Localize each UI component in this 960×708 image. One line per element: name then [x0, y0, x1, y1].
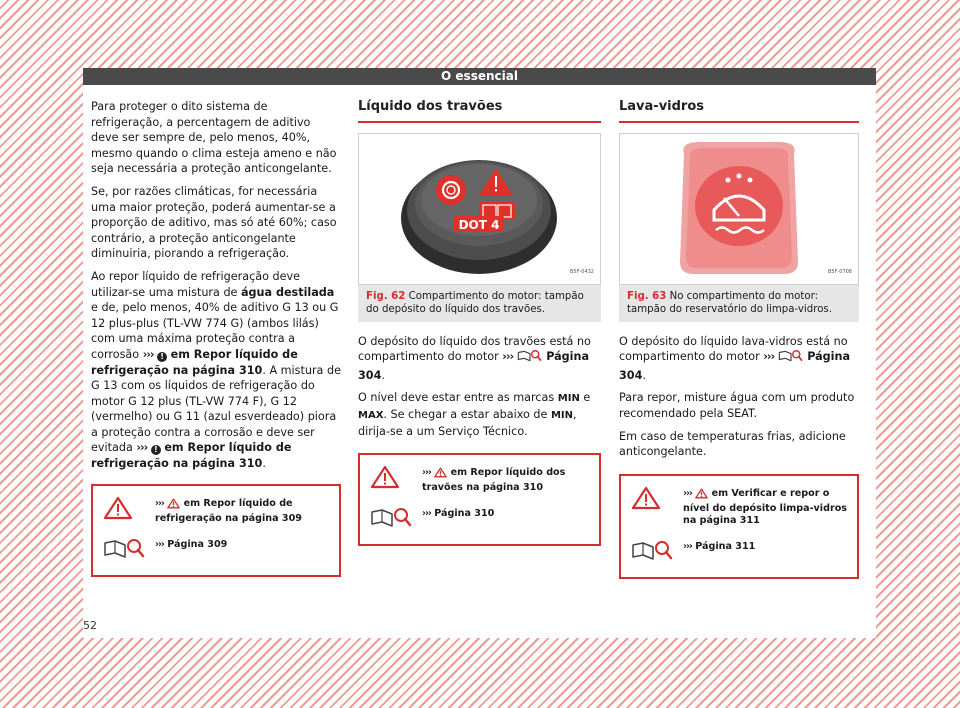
emphasis-distilled-water: água destilada: [241, 285, 335, 299]
figure-code: B5F-0708: [827, 269, 852, 275]
page-number: 52: [83, 619, 97, 632]
column-brake-fluid: [358, 99, 601, 546]
page-reference-link[interactable]: Página 304: [358, 350, 590, 382]
paragraph: Ao repor líquido de refrigeração deve utilizar-se uma mistura de água destilada e de, pelo menos, 40% de aditivo G 13 ou G 12 plus-plus (TL-VW 774 G) (ambos lilás) com uma máxima proteção contra a corrosão ››› ! em Repor líquido de refrigeração na página 310. A mistura de G 13 com os líquidos de refrigeração do motor G 12 plus (TL-VW 774 F), G 12 (vermelho) ou G 11 (azul esverdeado) piora a proteção contra a corrosão e deve ser evitada ››› ! em Repor líquido de refrigeração na página 310.: [91, 269, 341, 471]
warning-icon: [103, 496, 155, 524]
figure-number: Fig. 62: [366, 290, 406, 302]
reference-link[interactable]: em Repor líquido dos travões na página 310: [422, 467, 566, 494]
reference-box: [91, 484, 341, 577]
paragraph: Para proteger o dito sistema de refrigeração, a percentagem de aditivo deve ser sempre de, pelo menos, 40%, mesmo quando o clima esteja ameno e não seja necessária a proteção anticongelante.: [91, 100, 337, 176]
warning-small-icon: [695, 488, 708, 503]
warning-small-icon: [167, 498, 180, 513]
section-title: Líquido dos travões: [358, 99, 601, 123]
reference-box: [358, 453, 601, 546]
book-search-icon: [778, 349, 804, 368]
paragraph: Em caso de temperaturas frias, adicione anticongelante.: [619, 429, 846, 459]
page-header: O essencial: [83, 68, 876, 85]
reference-row-warning: [370, 465, 589, 494]
arrows-icon: ›››: [142, 347, 154, 361]
column-coolant: [91, 99, 341, 577]
cap-label: DOT 4: [458, 217, 500, 232]
book-search-icon: [103, 537, 155, 565]
arrows-icon: ›››: [422, 467, 431, 479]
cross-reference-link[interactable]: em Repor líquido de refrigeração na página 310: [91, 347, 298, 377]
reference-row-warning: [631, 486, 847, 527]
reference-link[interactable]: Página 310: [434, 508, 495, 520]
arrows-icon: ›››: [763, 350, 775, 364]
section-title: Lava-vidros: [619, 99, 859, 123]
paragraph: Para repor, misture água com um produto recomendado pela SEAT.: [619, 391, 855, 420]
brake-cap-image: [359, 134, 600, 282]
page: [83, 68, 876, 638]
figure-caption: Fig. 63 No compartimento do motor: tampão do reservatório do limpa-vidros.: [619, 285, 859, 322]
info-icon: !: [157, 352, 167, 362]
arrows-icon: ›››: [502, 350, 514, 364]
figure-washer-cap: [619, 133, 859, 285]
book-search-icon: [517, 349, 543, 368]
reference-row-book: [370, 506, 589, 534]
info-icon: !: [151, 445, 161, 455]
reference-box: [619, 474, 859, 579]
min-mark: MIN: [557, 393, 580, 405]
book-search-icon: [631, 539, 683, 567]
warning-icon: [631, 486, 683, 514]
arrows-icon: ›››: [136, 441, 148, 455]
arrows-icon: ›››: [683, 487, 692, 499]
figure-caption: Fig. 62 Compartimento do motor: tampão do depósito do líquido dos travões.: [358, 285, 601, 322]
column-washer: [619, 99, 859, 579]
book-search-icon: [370, 506, 422, 534]
arrows-icon: ›››: [155, 497, 164, 509]
reference-link[interactable]: em Verificar e repor o nível do depósito limpa-vidros na página 311: [683, 487, 847, 526]
paragraph: O nível deve estar entre as marcas MIN e MAX. Se chegar a estar abaixo de MIN, dirija-se a um Serviço Técnico.: [358, 391, 591, 438]
min-mark: MIN: [550, 409, 574, 421]
paragraph: Se, por razões climáticas, for necessária uma maior proteção, poderá aumentar-se a proporção de aditivo, mas só até 60%; caso contrário, a proteção anticongelante diminuiria, piorando a refrigeração.: [91, 184, 337, 261]
reference-row-book: [631, 539, 847, 567]
max-mark: MAX: [358, 409, 384, 421]
reference-link[interactable]: em Repor líquido de refrigeração na página 309: [155, 497, 302, 524]
paragraph: O depósito do líquido lava-vidros está no compartimento do motor ››› Página 304.: [619, 334, 851, 382]
page-reference-link[interactable]: Página 304: [619, 350, 851, 382]
cross-reference-link[interactable]: em Repor líquido de refrigeração na página 310: [91, 441, 292, 471]
figure-code: B5F-0432: [569, 269, 594, 275]
reference-row-book: [103, 537, 329, 565]
arrows-icon: ›››: [683, 540, 692, 552]
washer-cap-image: [620, 134, 858, 282]
reference-row-warning: [103, 496, 329, 525]
warning-icon: [370, 465, 422, 493]
reference-link[interactable]: Página 311: [695, 540, 756, 552]
warning-small-icon: [434, 467, 447, 482]
arrows-icon: ›››: [155, 538, 164, 550]
arrows-icon: ›››: [422, 508, 431, 520]
figure-number: Fig. 63: [627, 290, 667, 302]
paragraph: O depósito do líquido dos travões está no compartimento do motor ››› Página 304.: [358, 334, 591, 382]
reference-link[interactable]: Página 309: [167, 538, 228, 550]
figure-brake-cap: [358, 133, 601, 285]
